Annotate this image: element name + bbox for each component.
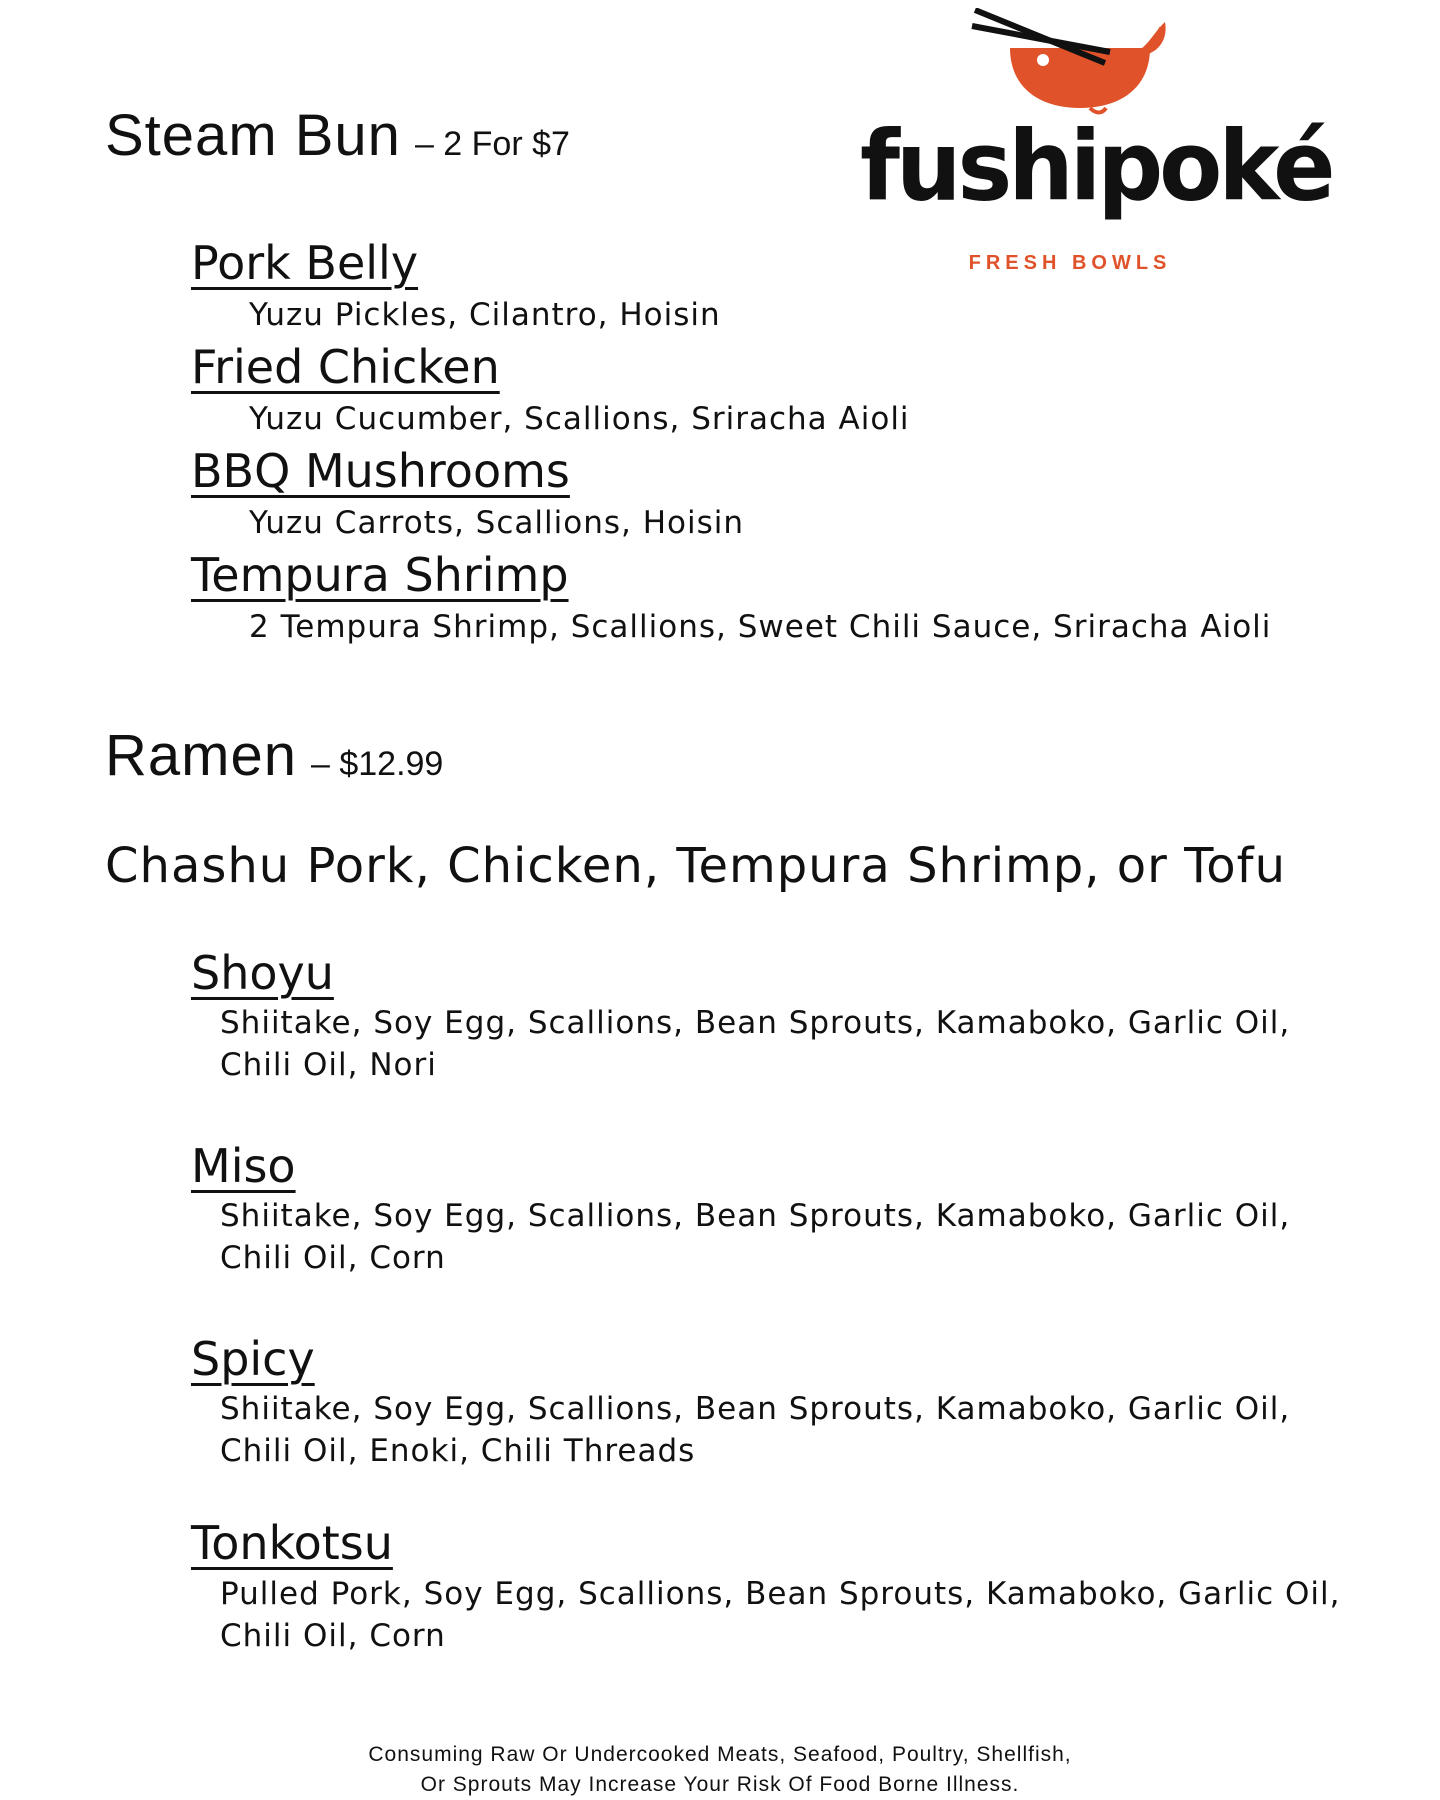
menu-item-name: Tonkotsu <box>191 1516 393 1570</box>
brand-logo <box>860 8 1332 278</box>
fish-bowl-with-chopsticks-icon <box>860 8 1280 118</box>
description-line: Shiitake, Soy Egg, Scallions, Bean Sprouts, Kamaboko, Garlic Oil, <box>220 1198 1291 1234</box>
menu-item-description <box>220 1388 1290 1472</box>
description-line: Chili Oil, Nori <box>220 1047 437 1083</box>
menu-item-description: Yuzu Pickles, Cilantro, Hoisin <box>249 297 721 333</box>
menu-item-name: Spicy <box>191 1332 315 1386</box>
ramen-title: Ramen <box>105 723 297 788</box>
description-line: Chili Oil, Corn <box>220 1618 446 1654</box>
menu-item-name: BBQ Mushrooms <box>191 444 570 498</box>
description-line: Shiitake, Soy Egg, Scallions, Bean Sprouts, Kamaboko, Garlic Oil, <box>220 1005 1291 1041</box>
menu-item-name: Tempura Shrimp <box>191 548 569 602</box>
menu-item-description <box>220 1002 1290 1086</box>
description-line: Chili Oil, Corn <box>220 1240 446 1276</box>
menu-item-name: Miso <box>191 1139 296 1193</box>
steam-bun-price: – 2 For $7 <box>414 125 570 163</box>
menu-item-description: 2 Tempura Shrimp, Scallions, Sweet Chili Sauce, Sriracha Aioli <box>249 609 1272 645</box>
menu-item-description: Yuzu Cucumber, Scallions, Sriracha Aioli <box>249 401 910 437</box>
menu-item-description <box>220 1573 1341 1657</box>
ramen-heading <box>105 722 443 789</box>
description-line: Chili Oil, Enoki, Chili Threads <box>220 1433 696 1469</box>
menu-item-name: Pork Belly <box>191 236 419 290</box>
steam-bun-heading <box>105 102 570 169</box>
health-disclaimer <box>0 1740 1440 1800</box>
description-line: Shiitake, Soy Egg, Scallions, Bean Sprouts, Kamaboko, Garlic Oil, <box>220 1391 1291 1427</box>
steam-bun-title: Steam Bun <box>105 103 401 168</box>
menu-item-description <box>220 1195 1290 1279</box>
brand-tagline: FRESH BOWLS <box>968 252 1172 274</box>
disclaimer-line: Consuming Raw Or Undercooked Meats, Seafood, Poultry, Shellfish, <box>368 1743 1072 1766</box>
disclaimer-line: Or Sprouts May Increase Your Risk Of Food Borne Illness. <box>420 1773 1020 1796</box>
ramen-price: – $12.99 <box>310 745 444 783</box>
brand-name: fushipoké <box>860 110 1332 223</box>
menu-item-name: Fried Chicken <box>191 340 500 394</box>
ramen-protein-options: Chashu Pork, Chicken, Tempura Shrimp, or Tofu <box>105 838 1286 894</box>
menu-item-name: Shoyu <box>191 946 334 1000</box>
description-line: Pulled Pork, Soy Egg, Scallions, Bean Sprouts, Kamaboko, Garlic Oil, <box>220 1576 1341 1612</box>
menu-item-description: Yuzu Carrots, Scallions, Hoisin <box>249 505 745 541</box>
